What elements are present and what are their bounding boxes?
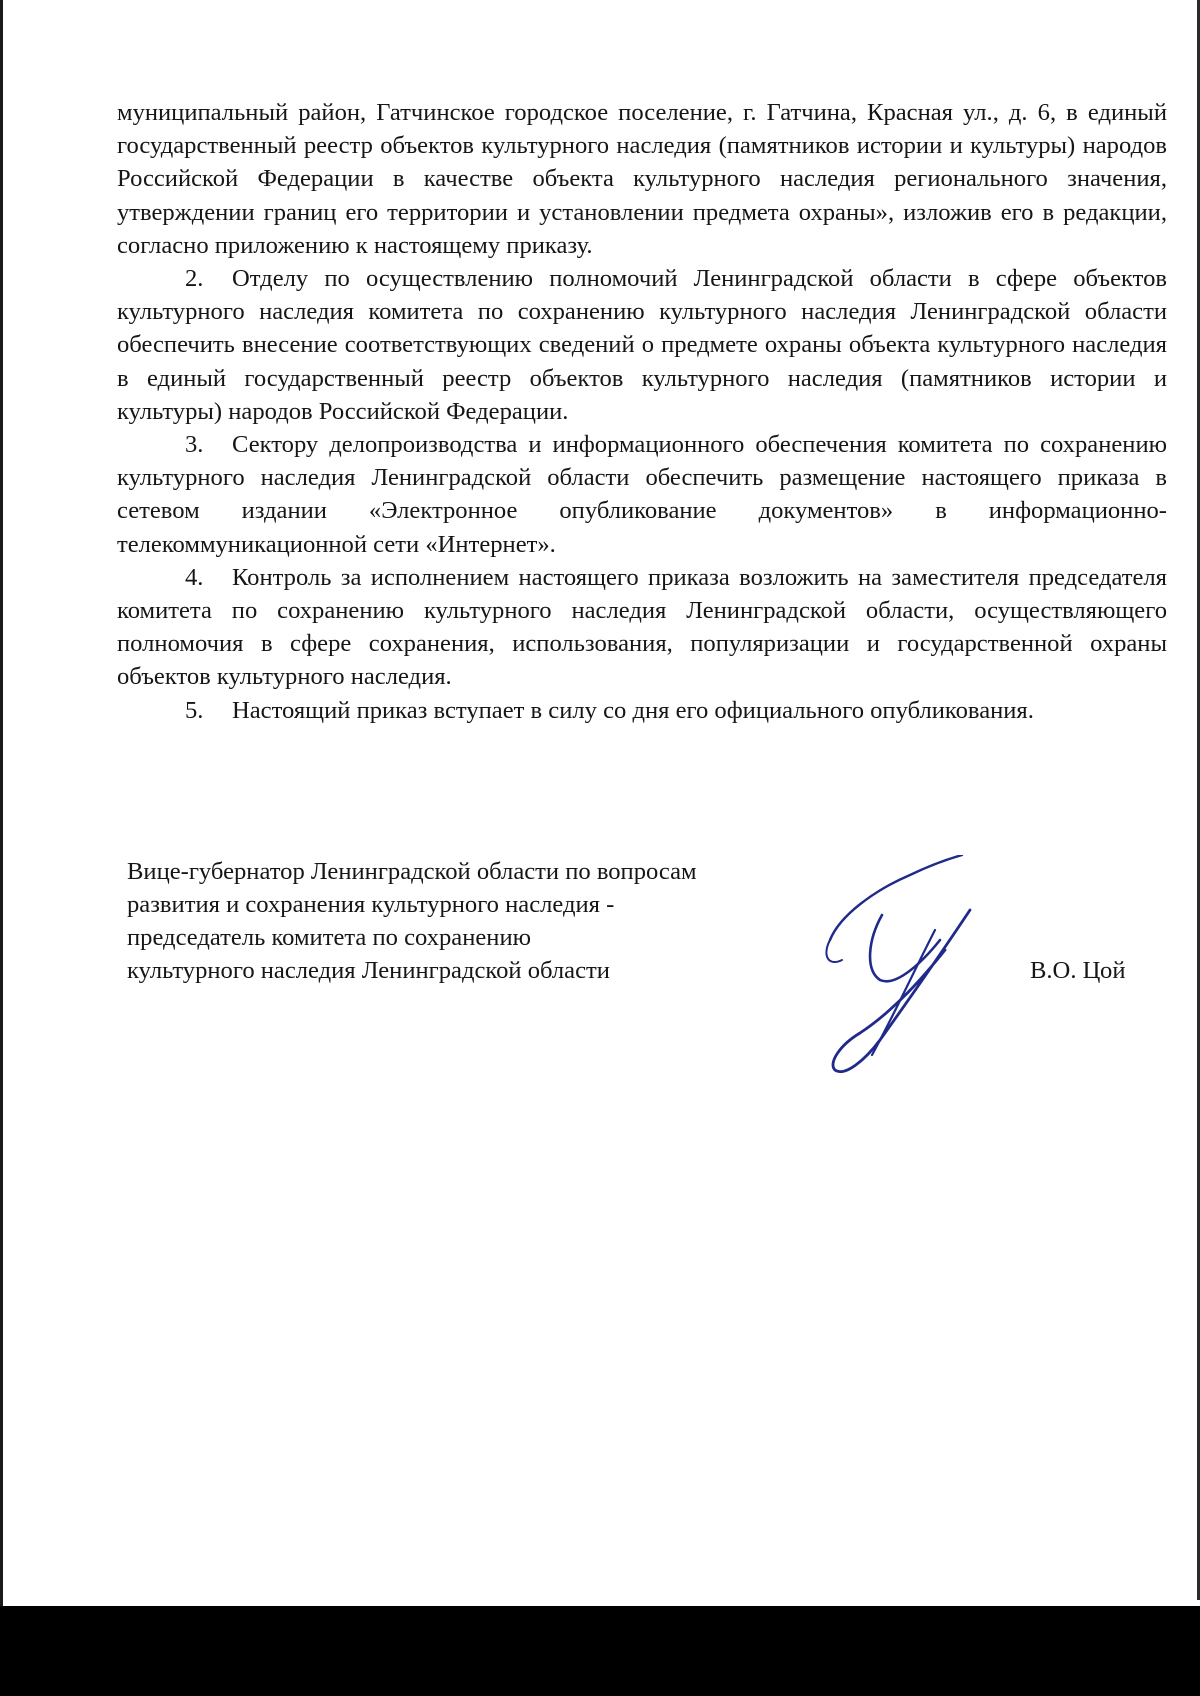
list-item (117, 428, 1167, 561)
list-item (117, 694, 1167, 727)
signature-strokes (826, 855, 970, 1072)
signatory-title-line: Вице-губернатор Ленинградской области по вопросам (127, 858, 697, 885)
signatory-title-line: культурного наследия Ленинградской области (127, 957, 610, 984)
item-text: Контроль за исполнением настоящего приказа возложить на заместителя председателя комитета по сохранению культурного наследия Ленинградской области, осуществляющего полномочия в сфере сохранения, использования, популяризации и государственной охраны объектов культурного наследия. (117, 563, 1167, 691)
list-item (117, 262, 1167, 428)
document-body (117, 96, 1167, 727)
item-number: 3. (185, 431, 204, 459)
signatory-name: В.О. Цой (1030, 957, 1126, 984)
continuation-paragraph: муниципальный район, Гатчинское городское поселение, г. Гатчина, Красная ул., д. 6, в единый государственный реестр объектов культурного наследия (памятников истории и культуры) народов Российской Федерации в качестве объекта культурного наследия регионального значения, утверждении границ его территории и установлении предмета охраны», изложив его в редакции, согласно приложению к настоящему приказу. (117, 99, 1167, 259)
item-text: Отделу по осуществлению полномочий Ленинградской области в сфере объектов культурного наследия комитета по сохранению культурного наследия Ленинградской области обеспечить внесение соответствующих сведений о предмете охраны объекта культурного наследия в единый государственный реестр объектов культурного наследия (памятников истории и культуры) народов Российской Федерации. (117, 265, 1167, 425)
item-number: 5. (185, 696, 204, 724)
item-number: 4. (185, 563, 204, 591)
list-item (117, 561, 1167, 694)
signatory-title (127, 855, 827, 987)
signatory-title-line: председатель комитета по сохранению (127, 924, 531, 951)
scan-edge-left (0, 0, 3, 1696)
handwritten-signature (820, 855, 1010, 1080)
item-text: Сектору делопроизводства и информационного обеспечения комитета по сохранению культурного наследия Ленинградской области обеспечить размещение настоящего приказа в сетевом издании «Электронное опубликование документов» в информационно-телекоммуникационной сети «Интернет». (117, 431, 1167, 558)
item-text: Настоящий приказ вступает в силу со дня его официального опубликования. (232, 696, 1034, 724)
signatory-title-line: развития и сохранения культурного наследия - (127, 891, 615, 918)
item-number: 2. (185, 265, 204, 293)
scan-bottom-bar (0, 1606, 1200, 1696)
